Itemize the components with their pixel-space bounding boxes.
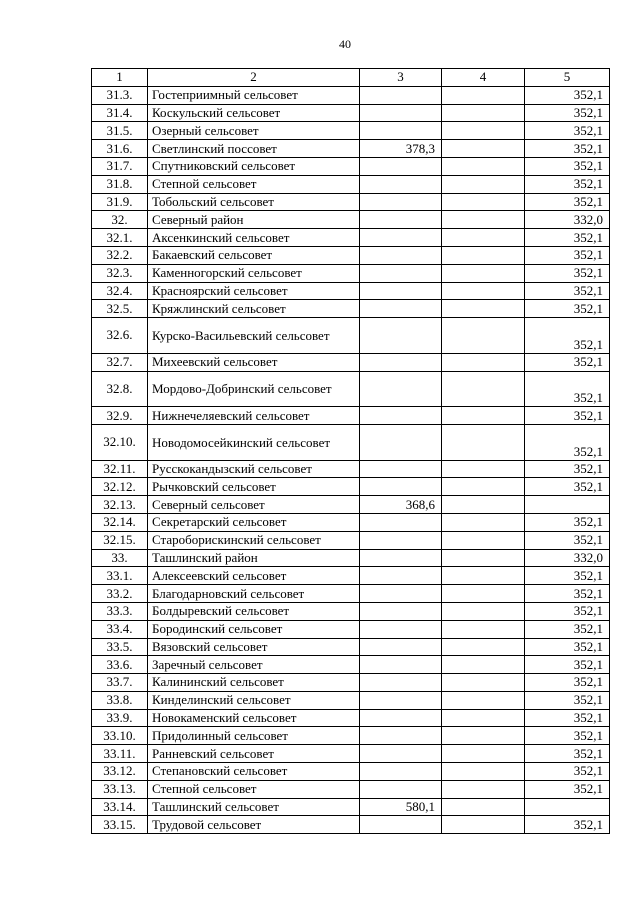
table-row bbox=[92, 674, 610, 692]
municipality-name-cell: Каменногорский сельсовет bbox=[148, 264, 360, 282]
municipality-name-cell: Русскокандызский сельсовет bbox=[148, 460, 360, 478]
row-number-cell: 32.1. bbox=[92, 229, 148, 247]
column-5-value-cell: 332,0 bbox=[525, 211, 610, 229]
municipality-name-cell: Спутниковский сельсовет bbox=[148, 157, 360, 175]
column-5-value-cell: 352,1 bbox=[525, 246, 610, 264]
table-row bbox=[92, 460, 610, 478]
column-4-value-cell bbox=[442, 300, 525, 318]
column-3-value-cell bbox=[360, 86, 442, 104]
table-row bbox=[92, 122, 610, 140]
municipality-name-cell: Благодарновский сельсовет bbox=[148, 585, 360, 603]
column-4-value-cell bbox=[442, 282, 525, 300]
column-5-value-cell: 352,1 bbox=[525, 193, 610, 211]
municipality-name-cell: Степановский сельсовет bbox=[148, 763, 360, 781]
column-4-value-cell bbox=[442, 567, 525, 585]
table-row bbox=[92, 727, 610, 745]
row-number-cell: 31.4. bbox=[92, 104, 148, 122]
column-3-value-cell: 378,3 bbox=[360, 140, 442, 158]
column-4-value-cell bbox=[442, 549, 525, 567]
row-number-cell: 33.14. bbox=[92, 798, 148, 816]
table-row bbox=[92, 798, 610, 816]
row-number-cell: 32.4. bbox=[92, 282, 148, 300]
column-3-value-cell bbox=[360, 300, 442, 318]
column-3-value-cell bbox=[360, 638, 442, 656]
column-3-value-cell bbox=[360, 656, 442, 674]
table-row bbox=[92, 282, 610, 300]
column-5-value-cell: 352,1 bbox=[525, 638, 610, 656]
column-3-value-cell bbox=[360, 264, 442, 282]
column-3-value-cell: 580,1 bbox=[360, 798, 442, 816]
column-5-value-cell: 352,1 bbox=[525, 602, 610, 620]
row-number-cell: 33.7. bbox=[92, 674, 148, 692]
row-number-cell: 33.5. bbox=[92, 638, 148, 656]
municipality-name-cell: Михеевский сельсовет bbox=[148, 353, 360, 371]
column-header-2: 2 bbox=[148, 69, 360, 87]
municipality-name-cell: Болдыревский сельсовет bbox=[148, 602, 360, 620]
table-row bbox=[92, 656, 610, 674]
municipality-name-cell: Староборискинский сельсовет bbox=[148, 531, 360, 549]
column-3-value-cell bbox=[360, 674, 442, 692]
column-5-value-cell: 332,0 bbox=[525, 549, 610, 567]
column-4-value-cell bbox=[442, 763, 525, 781]
municipality-name-cell: Светлинский поссовет bbox=[148, 140, 360, 158]
municipality-name-cell: Трудовой сельсовет bbox=[148, 816, 360, 834]
column-3-value-cell: 368,6 bbox=[360, 496, 442, 514]
column-header-3: 3 bbox=[360, 69, 442, 87]
table-row bbox=[92, 602, 610, 620]
municipality-name-cell: Придолинный сельсовет bbox=[148, 727, 360, 745]
row-number-cell: 33.4. bbox=[92, 620, 148, 638]
column-3-value-cell bbox=[360, 513, 442, 531]
municipality-name-cell: Ранневский сельсовет bbox=[148, 745, 360, 763]
table-row bbox=[92, 407, 610, 425]
row-number-cell: 32.11. bbox=[92, 460, 148, 478]
municipality-name-cell: Коскульский сельсовет bbox=[148, 104, 360, 122]
column-4-value-cell bbox=[442, 620, 525, 638]
municipality-name-cell: Курско-Васильевский сельсовет bbox=[148, 318, 360, 354]
municipality-name-cell: Тобольский сельсовет bbox=[148, 193, 360, 211]
column-5-value-cell bbox=[525, 496, 610, 514]
column-4-value-cell bbox=[442, 691, 525, 709]
municipality-name-cell: Бакаевский сельсовет bbox=[148, 246, 360, 264]
column-4-value-cell bbox=[442, 193, 525, 211]
row-number-cell: 33.11. bbox=[92, 745, 148, 763]
column-5-value-cell: 352,1 bbox=[525, 140, 610, 158]
column-3-value-cell bbox=[360, 745, 442, 763]
column-3-value-cell bbox=[360, 709, 442, 727]
column-5-value-cell: 352,1 bbox=[525, 513, 610, 531]
row-number-cell: 32.9. bbox=[92, 407, 148, 425]
municipality-name-cell: Северный сельсовет bbox=[148, 496, 360, 514]
row-number-cell: 31.9. bbox=[92, 193, 148, 211]
municipality-name-cell: Бородинский сельсовет bbox=[148, 620, 360, 638]
table-row bbox=[92, 175, 610, 193]
data-table bbox=[91, 68, 610, 834]
column-3-value-cell bbox=[360, 478, 442, 496]
row-number-cell: 32.5. bbox=[92, 300, 148, 318]
column-3-value-cell bbox=[360, 816, 442, 834]
municipality-name-cell: Калининский сельсовет bbox=[148, 674, 360, 692]
column-5-value-cell: 352,1 bbox=[525, 157, 610, 175]
column-3-value-cell bbox=[360, 780, 442, 798]
column-4-value-cell bbox=[442, 122, 525, 140]
column-5-value-cell: 352,1 bbox=[525, 816, 610, 834]
row-number-cell: 32.7. bbox=[92, 353, 148, 371]
column-5-value-cell: 352,1 bbox=[525, 674, 610, 692]
municipality-name-cell: Кинделинский сельсовет bbox=[148, 691, 360, 709]
column-5-value-cell: 352,1 bbox=[525, 104, 610, 122]
column-3-value-cell bbox=[360, 157, 442, 175]
column-3-value-cell bbox=[360, 318, 442, 354]
municipality-name-cell: Степной сельсовет bbox=[148, 780, 360, 798]
column-5-value-cell: 352,1 bbox=[525, 175, 610, 193]
column-3-value-cell bbox=[360, 691, 442, 709]
row-number-cell: 32.10. bbox=[92, 424, 148, 460]
page-number: 40 bbox=[339, 37, 351, 51]
table-row bbox=[92, 371, 610, 407]
row-number-cell: 33.2. bbox=[92, 585, 148, 603]
column-5-value-cell: 352,1 bbox=[525, 620, 610, 638]
row-number-cell: 31.5. bbox=[92, 122, 148, 140]
column-4-value-cell bbox=[442, 585, 525, 603]
column-5-value-cell: 352,1 bbox=[525, 460, 610, 478]
row-number-cell: 32.12. bbox=[92, 478, 148, 496]
column-header-4: 4 bbox=[442, 69, 525, 87]
table-row bbox=[92, 638, 610, 656]
table-row bbox=[92, 531, 610, 549]
column-4-value-cell bbox=[442, 816, 525, 834]
column-4-value-cell bbox=[442, 513, 525, 531]
row-number-cell: 33.1. bbox=[92, 567, 148, 585]
table-row bbox=[92, 763, 610, 781]
column-3-value-cell bbox=[360, 175, 442, 193]
column-3-value-cell bbox=[360, 211, 442, 229]
column-5-value-cell: 352,1 bbox=[525, 763, 610, 781]
municipality-name-cell: Секретарский сельсовет bbox=[148, 513, 360, 531]
table-row bbox=[92, 585, 610, 603]
row-number-cell: 32.2. bbox=[92, 246, 148, 264]
column-3-value-cell bbox=[360, 246, 442, 264]
column-4-value-cell bbox=[442, 175, 525, 193]
table-row bbox=[92, 709, 610, 727]
table-row bbox=[92, 620, 610, 638]
column-5-value-cell: 352,1 bbox=[525, 318, 610, 354]
column-5-value-cell: 352,1 bbox=[525, 656, 610, 674]
row-number-cell: 31.3. bbox=[92, 86, 148, 104]
row-number-cell: 32.8. bbox=[92, 371, 148, 407]
municipality-name-cell: Рычковский сельсовет bbox=[148, 478, 360, 496]
table-row bbox=[92, 229, 610, 247]
row-number-cell: 33.10. bbox=[92, 727, 148, 745]
column-3-value-cell bbox=[360, 193, 442, 211]
column-3-value-cell bbox=[360, 407, 442, 425]
column-3-value-cell bbox=[360, 371, 442, 407]
column-4-value-cell bbox=[442, 264, 525, 282]
column-4-value-cell bbox=[442, 371, 525, 407]
row-number-cell: 32.3. bbox=[92, 264, 148, 282]
column-4-value-cell bbox=[442, 424, 525, 460]
table-row bbox=[92, 780, 610, 798]
column-4-value-cell bbox=[442, 211, 525, 229]
column-5-value-cell bbox=[525, 798, 610, 816]
row-number-cell: 33. bbox=[92, 549, 148, 567]
municipality-name-cell: Мордово-Добринский сельсовет bbox=[148, 371, 360, 407]
column-4-value-cell bbox=[442, 246, 525, 264]
municipality-name-cell: Заречный сельсовет bbox=[148, 656, 360, 674]
row-number-cell: 32.6. bbox=[92, 318, 148, 354]
row-number-cell: 32.13. bbox=[92, 496, 148, 514]
column-4-value-cell bbox=[442, 602, 525, 620]
column-5-value-cell: 352,1 bbox=[525, 282, 610, 300]
column-4-value-cell bbox=[442, 157, 525, 175]
column-5-value-cell: 352,1 bbox=[525, 478, 610, 496]
table-row bbox=[92, 513, 610, 531]
column-5-value-cell: 352,1 bbox=[525, 353, 610, 371]
table-row bbox=[92, 264, 610, 282]
row-number-cell: 32. bbox=[92, 211, 148, 229]
municipality-name-cell: Озерный сельсовет bbox=[148, 122, 360, 140]
municipality-name-cell: Гостеприимный сельсовет bbox=[148, 86, 360, 104]
column-4-value-cell bbox=[442, 229, 525, 247]
column-4-value-cell bbox=[442, 104, 525, 122]
column-4-value-cell bbox=[442, 745, 525, 763]
column-3-value-cell bbox=[360, 282, 442, 300]
row-number-cell: 32.14. bbox=[92, 513, 148, 531]
table-body bbox=[92, 69, 610, 834]
municipality-name-cell: Степной сельсовет bbox=[148, 175, 360, 193]
table-row bbox=[92, 140, 610, 158]
column-4-value-cell bbox=[442, 656, 525, 674]
row-number-cell: 33.12. bbox=[92, 763, 148, 781]
column-4-value-cell bbox=[442, 780, 525, 798]
table-row bbox=[92, 104, 610, 122]
table-row bbox=[92, 86, 610, 104]
row-number-cell: 33.13. bbox=[92, 780, 148, 798]
column-5-value-cell: 352,1 bbox=[525, 567, 610, 585]
column-4-value-cell bbox=[442, 674, 525, 692]
municipality-name-cell: Северный район bbox=[148, 211, 360, 229]
table-row bbox=[92, 300, 610, 318]
column-4-value-cell bbox=[442, 496, 525, 514]
municipality-name-cell: Новокаменский сельсовет bbox=[148, 709, 360, 727]
column-5-value-cell: 352,1 bbox=[525, 300, 610, 318]
column-5-value-cell: 352,1 bbox=[525, 86, 610, 104]
column-3-value-cell bbox=[360, 763, 442, 781]
municipality-name-cell: Кряжлинский сельсовет bbox=[148, 300, 360, 318]
column-4-value-cell bbox=[442, 709, 525, 727]
column-5-value-cell: 352,1 bbox=[525, 371, 610, 407]
column-4-value-cell bbox=[442, 318, 525, 354]
column-5-value-cell: 352,1 bbox=[525, 264, 610, 282]
column-3-value-cell bbox=[360, 585, 442, 603]
table-row bbox=[92, 496, 610, 514]
column-4-value-cell bbox=[442, 638, 525, 656]
column-3-value-cell bbox=[360, 353, 442, 371]
column-3-value-cell bbox=[360, 549, 442, 567]
municipality-name-cell: Ташлинский сельсовет bbox=[148, 798, 360, 816]
municipality-name-cell: Алексеевский сельсовет bbox=[148, 567, 360, 585]
column-3-value-cell bbox=[360, 567, 442, 585]
row-number-cell: 33.15. bbox=[92, 816, 148, 834]
table-row bbox=[92, 193, 610, 211]
column-5-value-cell: 352,1 bbox=[525, 531, 610, 549]
row-number-cell: 33.3. bbox=[92, 602, 148, 620]
table-row bbox=[92, 318, 610, 354]
column-3-value-cell bbox=[360, 602, 442, 620]
column-4-value-cell bbox=[442, 407, 525, 425]
column-3-value-cell bbox=[360, 620, 442, 638]
column-3-value-cell bbox=[360, 424, 442, 460]
table-row bbox=[92, 424, 610, 460]
table-row bbox=[92, 353, 610, 371]
column-5-value-cell: 352,1 bbox=[525, 407, 610, 425]
column-3-value-cell bbox=[360, 460, 442, 478]
column-4-value-cell bbox=[442, 478, 525, 496]
municipality-name-cell: Красноярский сельсовет bbox=[148, 282, 360, 300]
column-5-value-cell: 352,1 bbox=[525, 727, 610, 745]
column-header-5: 5 bbox=[525, 69, 610, 87]
table-row bbox=[92, 549, 610, 567]
row-number-cell: 31.6. bbox=[92, 140, 148, 158]
table-row bbox=[92, 246, 610, 264]
column-4-value-cell bbox=[442, 727, 525, 745]
table-row bbox=[92, 691, 610, 709]
row-number-cell: 31.8. bbox=[92, 175, 148, 193]
municipality-name-cell: Вязовский сельсовет bbox=[148, 638, 360, 656]
municipality-name-cell: Ташлинский район bbox=[148, 549, 360, 567]
column-header-1: 1 bbox=[92, 69, 148, 87]
column-5-value-cell: 352,1 bbox=[525, 229, 610, 247]
column-3-value-cell bbox=[360, 104, 442, 122]
row-number-cell: 33.6. bbox=[92, 656, 148, 674]
table-row bbox=[92, 478, 610, 496]
municipality-name-cell: Новодомосейкинский сельсовет bbox=[148, 424, 360, 460]
column-5-value-cell: 352,1 bbox=[525, 585, 610, 603]
column-5-value-cell: 352,1 bbox=[525, 780, 610, 798]
table-row bbox=[92, 157, 610, 175]
column-5-value-cell: 352,1 bbox=[525, 122, 610, 140]
table-row bbox=[92, 745, 610, 763]
column-4-value-cell bbox=[442, 460, 525, 478]
column-4-value-cell bbox=[442, 353, 525, 371]
column-3-value-cell bbox=[360, 531, 442, 549]
column-5-value-cell: 352,1 bbox=[525, 709, 610, 727]
row-number-cell: 32.15. bbox=[92, 531, 148, 549]
row-number-cell: 33.9. bbox=[92, 709, 148, 727]
column-4-value-cell bbox=[442, 798, 525, 816]
column-5-value-cell: 352,1 bbox=[525, 745, 610, 763]
header-row bbox=[92, 69, 610, 87]
municipality-name-cell: Нижнечеляевский сельсовет bbox=[148, 407, 360, 425]
row-number-cell: 31.7. bbox=[92, 157, 148, 175]
table-row bbox=[92, 567, 610, 585]
column-5-value-cell: 352,1 bbox=[525, 424, 610, 460]
row-number-cell: 33.8. bbox=[92, 691, 148, 709]
column-4-value-cell bbox=[442, 140, 525, 158]
column-5-value-cell: 352,1 bbox=[525, 691, 610, 709]
column-3-value-cell bbox=[360, 727, 442, 745]
column-3-value-cell bbox=[360, 122, 442, 140]
column-3-value-cell bbox=[360, 229, 442, 247]
table-row bbox=[92, 816, 610, 834]
municipality-name-cell: Аксенкинский сельсовет bbox=[148, 229, 360, 247]
table-row bbox=[92, 211, 610, 229]
column-4-value-cell bbox=[442, 86, 525, 104]
column-4-value-cell bbox=[442, 531, 525, 549]
